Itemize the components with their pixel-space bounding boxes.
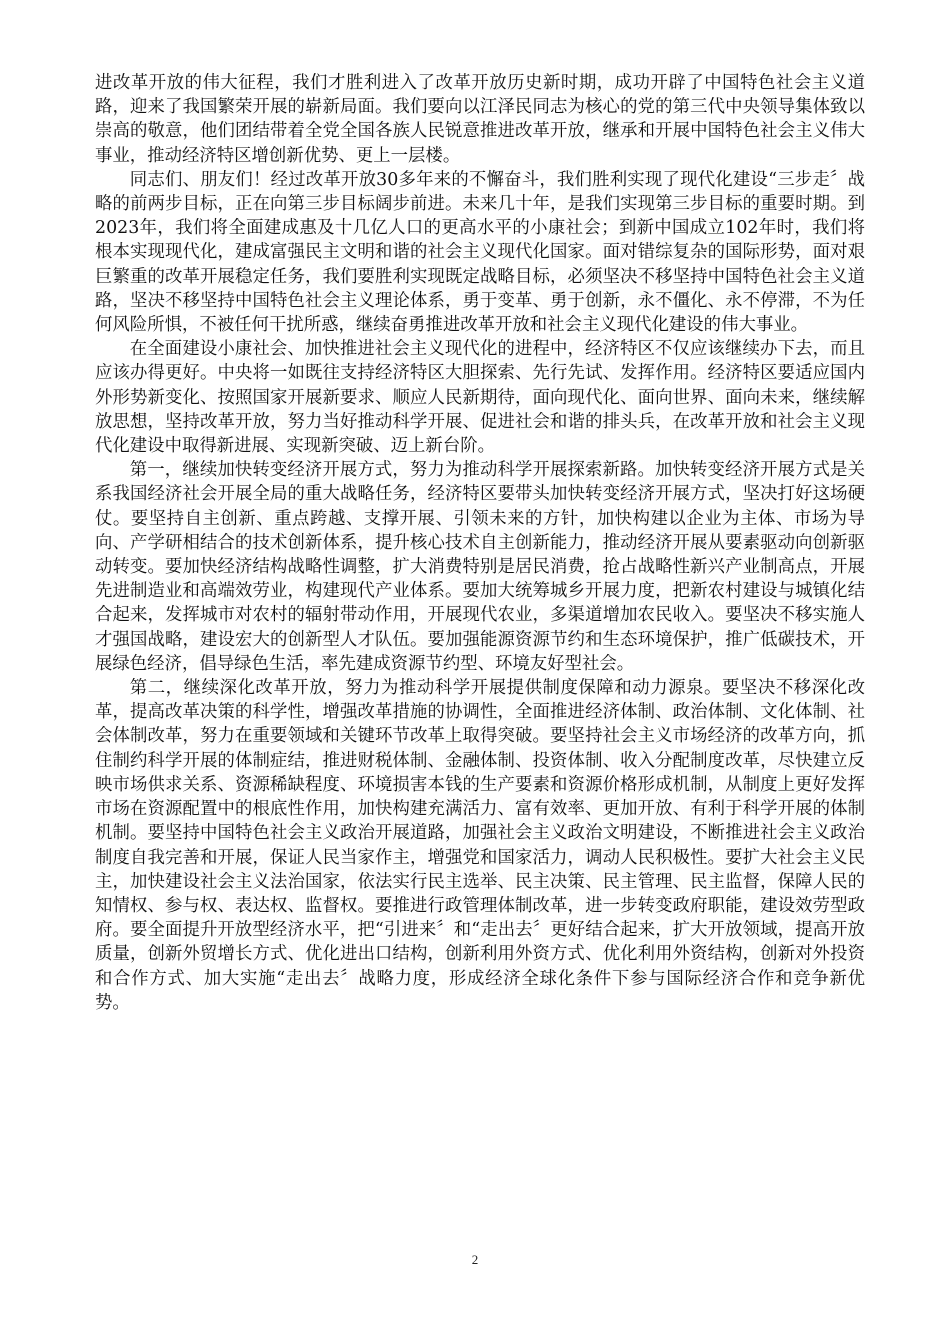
paragraph-first-point: 第一，继续加快转变经济开展方式，努力为推动科学开展探索新路。加快转变经济开展方式是关系我国经济社会开展全局的重大战略任务，经济特区要带头加快转变经济开展方式，坚决打好这场硬仗。要坚持自主创新、重点跨越、支撑开展、引领未来的方针，加快构建以企业为主体、市场为导向、产学研相结合的技术创新体系，提升核心技术自主创新能力，推动经济开展从要素驱动向创新驱动转变。要加快经济结构战略性调整，扩大消费特别是居民消费，抢占战略性新兴产业制高点，开展先进制造业和高端效劳业，构建现代产业体系。要加大统筹城乡开展力度，把新农村建设与城镇化结合起来，发挥城市对农村的辐射带动作用，开展现代农业，多渠道增加农民收入。要坚决不移实施人才强国战略，建设宏大的创新型人才队伍。要加强能源资源节约和生态环境保护，推广低碳技术，开展绿色经济，倡导绿色生活，率先建成资源节约型、环境友好型社会。: [95, 460, 865, 674]
page-number: 2: [471, 1252, 479, 1267]
paragraph-second-point: 第二，继续深化改革开放，努力为推动科学开展提供制度保障和动力源泉。要坚决不移深化改革，提高改革决策的科学性，增强改革措施的协调性，全面推进经济体制、政治体制、文化体制、社会体制改革，努力在重要领域和关键环节改革上取得突破。要坚持社会主义市场经济的改革方向，抓住制约科学开展的体制症结，推进财税体制、金融体制、投资体制、收入分配制度改革，尽快建立反映市场供求关系、资源稀缺程度、环境损害本钱的生产要素和资源价格形成机制，从制度上更好发挥市场在资源配置中的根底性作用，加快构建充满活力、富有效率、更加开放、有利于科学开展的体制机制。要坚持中国特色社会主义政治开展道路，加强社会主义政治文明建设，不断推进社会主义政治制度自我完善和开展，保证人民当家作主，增强党和国家活力，调动人民积极性。要扩大社会主义民主，加快建设社会主义法治国家，依法实行民主选举、民主决策、民主管理、民主监督，保障人民的知情权、参与权、表达权、监督权。要推进行政管理体制改革，进一步转变政府职能，建设效劳型政府。要全面提升开放型经济水平，把“引进来〞和“走出去〞更好结合起来，扩大开放领域，提高开放质量，创新外贸增长方式、优化进出口结构，创新利用外资方式、优化利用外资结构，创新对外投资和合作方式、加大实施“走出去〞战略力度，形成经济全球化条件下参与国际经济合作和竞争新优势。: [95, 678, 865, 1013]
document-body: [95, 71, 865, 1015]
paragraph-continuation: 进改革开放的伟大征程，我们才胜利进入了改革开放历史新时期，成功开辟了中国特色社会主义道路，迎来了我国繁荣开展的崭新局面。我们要向以江泽民同志为核心的党的第三代中央领导集体致以崇高的敬意，他们团结带着全党全国各族人民锐意推进改革开放，继承和开展中国特色社会主义伟大事业，推动经济特区增创新优势、更上一层楼。: [95, 73, 865, 166]
paragraph-special-zones: 在全面建设小康社会、加快推进社会主义现代化的进程中，经济特区不仅应该继续办下去，而且应该办得更好。中央将一如既往支持经济特区大胆探索、先行先试、发挥作用。经济特区要适应国内外形势新变化、按照国家开展新要求、顺应人民新期待，面向现代化、面向世界、面向未来，继续解放思想，坚持改革开放，努力当好推动科学开展、促进社会和谐的排头兵，在改革开放和社会主义现代化建设中取得新进展、实现新突破、迈上新台阶。: [95, 339, 865, 457]
paragraph-three-step-strategy: 同志们、朋友们！经过改革开放30多年来的不懈奋斗，我们胜利实现了现代化建设“三步走〞战略的前两步目标，正在向第三步目标阔步前进。未来几十年，是我们实现第三步目标的重要时期。到2023年，我们将全面建成惠及十几亿人口的更高水平的小康社会；到新中国成立102年时，我们将根本实现现代化，建成富强民主文明和谐的社会主义现代化国家。面对错综复杂的国际形势，面对艰巨繁重的改革开展稳定任务，我们要胜利实现既定战略目标，必须坚决不移坚持中国特色社会主义道路，坚决不移坚持中国特色社会主义理论体系，勇于变革、勇于创新，永不僵化、永不停滞，不为任何风险所惧，不被任何干扰所惑，继续奋勇推进改革开放和社会主义现代化建设的伟大事业。: [95, 169, 865, 336]
